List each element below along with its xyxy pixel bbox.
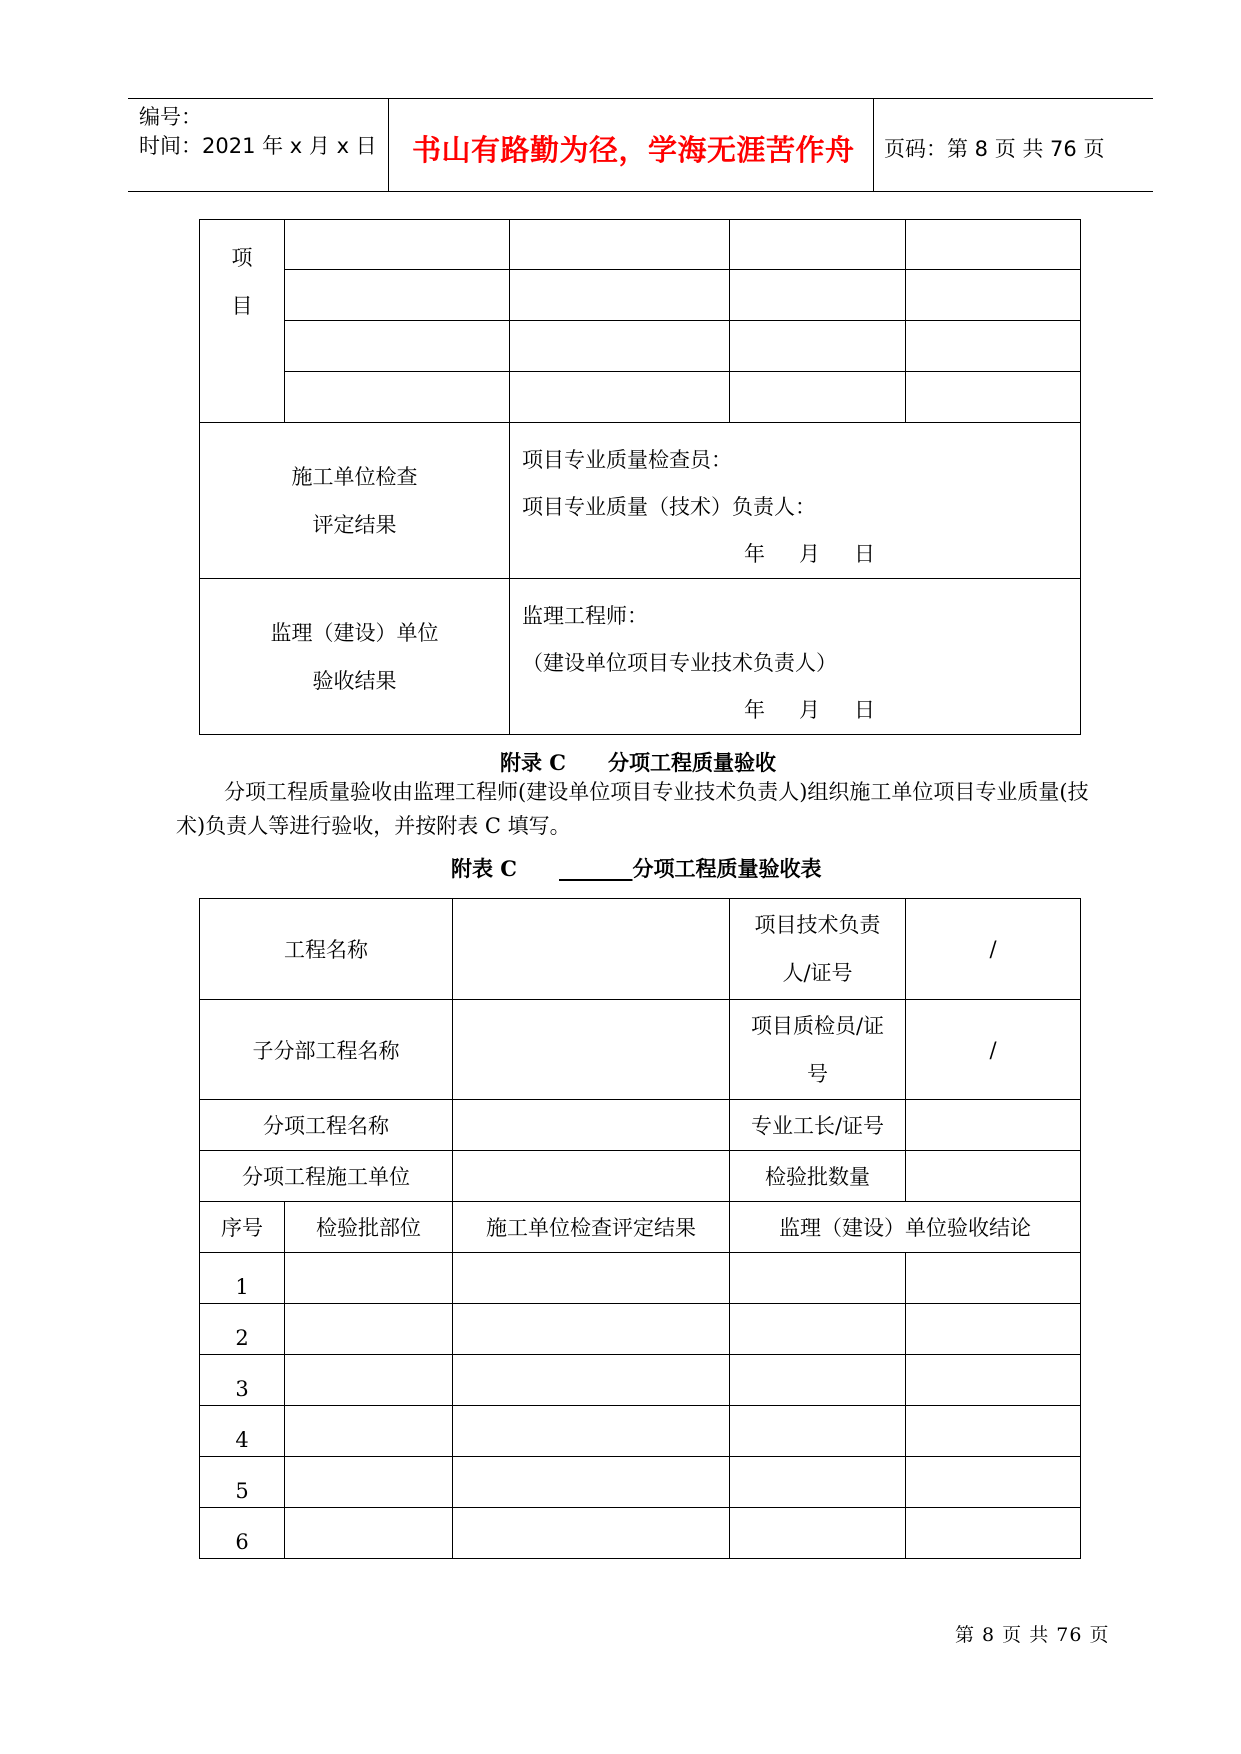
item-label-cell (200, 220, 285, 423)
row-seq: 5 (200, 1457, 285, 1508)
batch-count-label: 检验批数量 (730, 1151, 906, 1202)
header-top-rule (128, 98, 1153, 99)
appendix-title (500, 747, 776, 777)
table-cell (285, 1304, 453, 1355)
table-cell (906, 1253, 1081, 1304)
supervision-acceptance-label (200, 579, 510, 735)
table-cell (453, 1508, 730, 1559)
table-cell (730, 1406, 906, 1457)
table-cell (906, 1508, 1081, 1559)
supervising-engineer-line: 监理工程师： (522, 604, 648, 628)
date-day: 日 (854, 542, 875, 566)
inspector-value: / (906, 1000, 1081, 1100)
table-row (200, 1355, 1081, 1406)
table-row (200, 1253, 1081, 1304)
supervision-label-line2: 验收结果 (312, 668, 397, 693)
table-cell (906, 1304, 1081, 1355)
date-month: 月 (799, 698, 820, 722)
table-row (200, 1406, 1081, 1457)
table-row (200, 1304, 1081, 1355)
item-label-line1: 项 (231, 246, 253, 270)
sub-project-name-label: 子分部工程名称 (200, 1000, 453, 1100)
table-cell (453, 1304, 730, 1355)
table-cell (453, 1457, 730, 1508)
table-cell (285, 270, 510, 321)
appendix-title-prefix: 附录 C (500, 750, 567, 775)
date-month: 月 (799, 542, 820, 566)
table-cell (285, 220, 510, 270)
item-construction-unit-label: 分项工程施工单位 (200, 1151, 453, 1202)
table-cell (906, 321, 1081, 372)
row-seq: 6 (200, 1508, 285, 1559)
table-cell (906, 1406, 1081, 1457)
table-cell (285, 1253, 453, 1304)
table-cell (906, 220, 1081, 270)
item-label-line2: 目 (231, 294, 253, 318)
supervision-label-line1: 监理（建设）单位 (270, 620, 439, 645)
footer-page-label: 第 8 页 共 76 页 (955, 1624, 1110, 1646)
header-divider-right (873, 98, 874, 192)
table-cell (730, 372, 906, 423)
tech-lead-line1: 项目技术负责 (754, 913, 881, 937)
table-cell (453, 1253, 730, 1304)
item-project-name-label: 分项工程名称 (200, 1100, 453, 1151)
inspector-label (730, 1000, 906, 1100)
header-bottom-rule (128, 191, 1153, 192)
row-seq: 3 (200, 1355, 285, 1406)
col-conclusion-header: 监理（建设）单位验收结论 (730, 1202, 1081, 1253)
supervision-date-line (522, 687, 1080, 734)
row-seq: 4 (200, 1406, 285, 1457)
row-seq: 2 (200, 1304, 285, 1355)
table-cell (285, 1457, 453, 1508)
table-row (200, 1457, 1081, 1508)
table-cell (730, 270, 906, 321)
table-cell (453, 1355, 730, 1406)
table-cell (730, 220, 906, 270)
col-part-header: 检验批部位 (285, 1202, 453, 1253)
construction-date-line (522, 531, 1080, 578)
item-project-name-value (453, 1100, 730, 1151)
table-row (200, 1508, 1081, 1559)
quality-inspector-line: 项目专业质量检查员： (522, 448, 732, 472)
table-cell (510, 321, 730, 372)
table-cell (730, 1253, 906, 1304)
appendix-title-text: 分项工程质量验收 (608, 750, 777, 775)
row-seq: 1 (200, 1253, 285, 1304)
inspector-line2: 号 (807, 1061, 828, 1086)
appendix-paragraph-text: 分项工程质量验收由监理工程师(建设单位项目专业技术负责人)组织施工单位项目专业质量(技术)负责人等进行验收，并按附表 C 填写。 (176, 780, 1089, 838)
table-cell (906, 1355, 1081, 1406)
appendix-paragraph (176, 775, 1106, 843)
foreman-label: 专业工长/证号 (730, 1100, 906, 1151)
header-time-label: 时间：2021 年 x 月 x 日 (139, 134, 377, 158)
tech-lead-value: / (906, 899, 1081, 1000)
header-page-label: 页码：第 8 页 共 76 页 (884, 137, 1105, 161)
date-year: 年 (744, 698, 765, 722)
appendix-table-title (451, 853, 822, 883)
project-name-label: 工程名称 (200, 899, 453, 1000)
table-cell (285, 1355, 453, 1406)
header-number-label: 编号： (139, 105, 202, 129)
table-cell (453, 1406, 730, 1457)
table-cell (510, 270, 730, 321)
construction-check-label (200, 423, 510, 579)
table-cell (730, 1355, 906, 1406)
construction-signature-cell (510, 423, 1081, 579)
col-result-header: 施工单位检查评定结果 (453, 1202, 730, 1253)
table-cell (730, 1304, 906, 1355)
tech-lead-label (730, 899, 906, 1000)
header-motto: 书山有路勤为径，学海无涯苦作舟 (412, 133, 855, 167)
col-seq-header: 序号 (200, 1202, 285, 1253)
table-cell (906, 372, 1081, 423)
date-year: 年 (744, 542, 765, 566)
table-cell (285, 1508, 453, 1559)
table-cell (285, 372, 510, 423)
inspection-batch-table (199, 219, 1081, 735)
item-construction-unit-value (453, 1151, 730, 1202)
appendix-table-title-text: 分项工程质量验收表 (632, 856, 822, 881)
table-cell (906, 270, 1081, 321)
sub-project-name-value (453, 1000, 730, 1100)
table-cell (285, 1406, 453, 1457)
table-cell (510, 220, 730, 270)
construction-label-line2: 评定结果 (312, 512, 397, 537)
project-name-value (453, 899, 730, 1000)
item-quality-acceptance-table (199, 898, 1081, 1559)
date-day: 日 (854, 698, 875, 722)
batch-count-value (906, 1151, 1081, 1202)
construction-label-line1: 施工单位检查 (291, 464, 418, 489)
table-cell (285, 321, 510, 372)
appendix-table-title-prefix: 附表 C (451, 856, 518, 881)
owner-tech-lead-line: （建设单位项目专业技术负责人） (522, 651, 837, 675)
header-divider-left (388, 98, 389, 192)
table-cell (906, 1457, 1081, 1508)
table-cell (730, 321, 906, 372)
inspector-line1: 项目质检员/证 (750, 1013, 885, 1038)
tech-lead-line2: 人/证号 (782, 961, 853, 985)
quality-lead-line: 项目专业质量（技术）负责人： (522, 495, 816, 519)
supervision-signature-cell (510, 579, 1081, 735)
table-cell (730, 1508, 906, 1559)
table-cell (510, 372, 730, 423)
appendix-table-title-blank: _______ (559, 856, 633, 881)
foreman-value (906, 1100, 1081, 1151)
table-cell (730, 1457, 906, 1508)
